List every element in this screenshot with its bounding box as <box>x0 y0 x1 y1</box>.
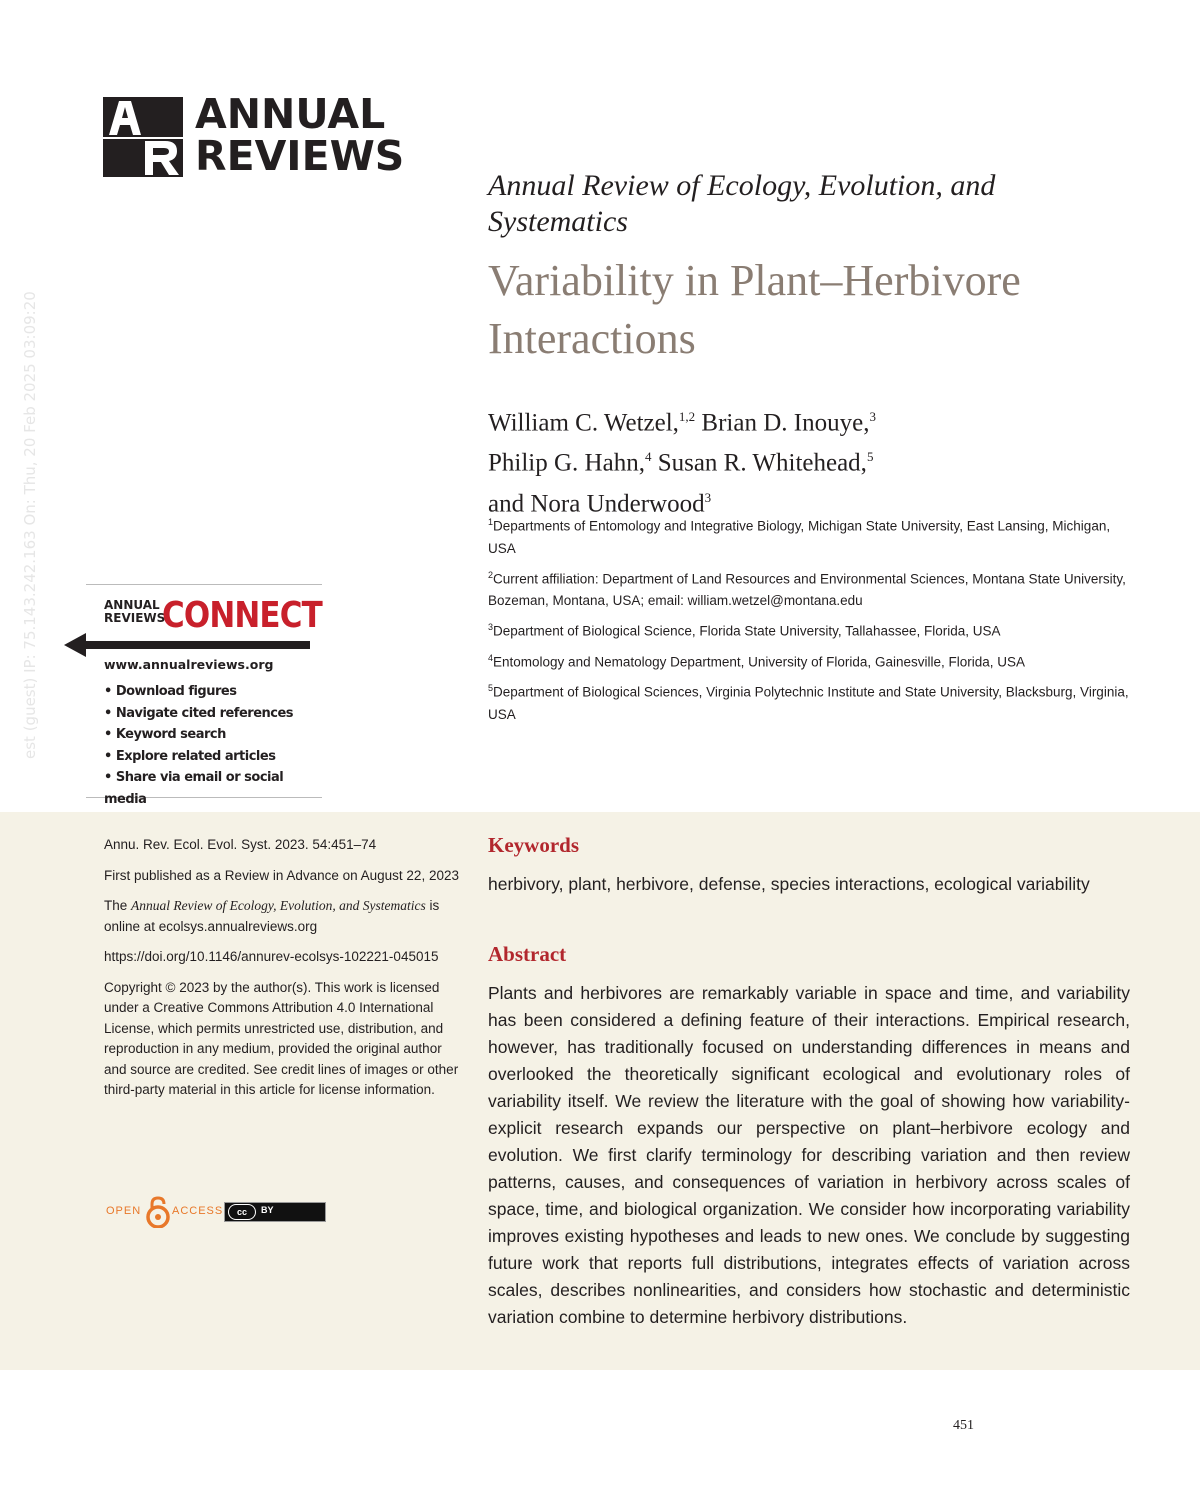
connect-feature-item: • Navigate cited references <box>104 705 294 721</box>
left-arrow-icon <box>64 633 310 657</box>
affiliation-sup: 3 <box>488 622 494 632</box>
connect-feature-item: • Share via email or social media <box>104 770 284 807</box>
annual-reviews-logo[interactable] <box>103 90 405 181</box>
abstract-text: Plants and herbivores are remarkably variable in space and time, and variability has been considered a defining feature of their interactions. Empirical research, however, has traditionally focused on understanding differences in means and overlooked the theoretically significant ecological and evolutionary roles of variability itself. We review the literature with the goal of showing how variability-explicit research expands our perspective on plant–herbivore ecology and evolution. We first clarify terminology for describing variation and then review patterns, causes, and consequences of variation in herbivory across scales of space, time, and biological organization. We consider how incorporating variability improves existing hypotheses and leads to new ones. We conclude by suggesting future work that reports full distributions, integrates effects of variation across scales, describes nonlinearities, and considers how stochastic and deterministic variation combine to determine herbivory distributions. <box>488 983 1130 1327</box>
connect-ar-line1: ANNUAL <box>104 598 160 612</box>
page-number: 451 <box>953 1418 974 1433</box>
affiliation-text: Departments of Entomology and Integrative Biology, Michigan State University, East Lansing, Michigan, USA <box>488 518 1111 556</box>
logo-line2: REVIEWS <box>195 132 405 180</box>
citation: Annu. Rev. Ecol. Evol. Syst. 2023. 54:451–74 <box>104 837 377 852</box>
logo-line1: ANNUAL <box>195 90 386 138</box>
keywords-text: herbivory, plant, herbivore, defense, species interactions, ecological variability <box>488 874 1090 894</box>
cc-by-license-badge[interactable] <box>224 1202 326 1222</box>
online-journal: Annual Review of Ecology, Evolution, and Systematics <box>131 898 426 913</box>
keywords-heading: Keywords <box>488 833 579 857</box>
affiliation-item <box>488 564 1138 613</box>
affiliation-text: Entomology and Nematology Department, University of Florida, Gainesville, Florida, USA <box>493 654 1025 669</box>
affiliation-text: Department of Biological Sciences, Virginia Polytechnic Institute and State University, Blacksburg, Virginia, USA <box>488 684 1129 722</box>
author-affil-sup: 3 <box>704 489 712 505</box>
online-availability <box>104 896 464 937</box>
affiliation-item <box>488 616 1138 643</box>
author-name: Susan R. Whitehead, <box>657 449 867 477</box>
connect-feature-list <box>104 681 322 810</box>
author-name: Brian D. Inouye, <box>701 409 870 437</box>
connect-ar-mark <box>104 599 165 625</box>
online-pre: The <box>104 898 132 913</box>
article-title: Variability in Plant–Herbivore Interactions <box>488 256 1021 363</box>
affiliation-item <box>488 511 1138 560</box>
copyright-notice: Copyright © 2023 by the author(s). This work is licensed under a Creative Commons Attribution 4.0 International License, which permits unrestricted use, distribution, and reproduction in any medium, provided the original author and source are credited. See credit lines of images or other third-party material in this article for license information. <box>104 979 459 1097</box>
author-name: and Nora Underwood <box>488 489 705 517</box>
affiliation-sup: 1 <box>488 517 494 527</box>
article-metadata <box>104 835 464 1111</box>
abstract-heading: Abstract <box>488 942 567 966</box>
connect-header <box>104 597 324 637</box>
online-post: is online at ecolsys.annualreviews.org <box>104 898 440 934</box>
author-affil-sup: 4 <box>644 449 652 465</box>
connect-ar-line2: REVIEWS <box>104 611 166 625</box>
affiliation-item <box>488 677 1138 726</box>
annual-reviews-connect-box[interactable] <box>86 584 322 807</box>
connect-url-link[interactable]: www.annualreviews.org <box>104 657 274 672</box>
download-watermark: est (guest) IP: 75.143.242.163 On: Thu, 20 Feb 2025 03:09:20 <box>21 291 39 759</box>
open-label: OPEN <box>106 1205 142 1217</box>
affiliation-sup: 5 <box>488 683 494 693</box>
author-affil-sup: 3 <box>869 409 876 424</box>
affiliation-text: Department of Biological Science, Florida State University, Tallahassee, Florida, USA <box>493 623 1001 639</box>
open-access-lock-icon <box>144 1196 172 1228</box>
cc-by-label: BY <box>261 1205 274 1215</box>
affiliation-text: Current affiliation: Department of Land Resources and Environmental Sciences, Montana State University, Bozeman, Montana, USA; email: william.wetzel@montana.edu <box>488 571 1126 608</box>
affiliation-item <box>488 647 1138 674</box>
author-affil-sup: 1,2 <box>678 409 696 424</box>
author-list <box>488 400 1128 521</box>
ar-logo-mark-icon <box>103 97 183 177</box>
logo-wordmark <box>195 90 405 180</box>
affiliation-list <box>488 511 1138 730</box>
journal-name: Annual Review of Ecology, Evolution, and Systematics <box>488 169 996 238</box>
author-name: William C. Wetzel, <box>488 409 679 437</box>
author-name: Philip G. Hahn, <box>488 449 645 477</box>
connect-feature-item: • Download figures <box>104 684 237 699</box>
connect-wordmark: CONNECT <box>162 595 322 636</box>
affiliation-sup: 2 <box>488 569 494 580</box>
doi-link[interactable]: https://doi.org/10.1146/annurev-ecolsys-102221-045015 <box>104 949 439 964</box>
open-access-badges <box>104 1196 334 1228</box>
first-published: First published as a Review in Advance on August 22, 2023 <box>104 867 459 883</box>
connect-feature-item: • Keyword search <box>104 727 226 742</box>
author-affil-sup: 5 <box>866 449 874 465</box>
cc-icon: cc <box>228 1204 256 1220</box>
affiliation-sup: 4 <box>488 652 494 663</box>
connect-feature-item: • Explore related articles <box>104 748 276 764</box>
access-label: ACCESS <box>172 1205 224 1217</box>
